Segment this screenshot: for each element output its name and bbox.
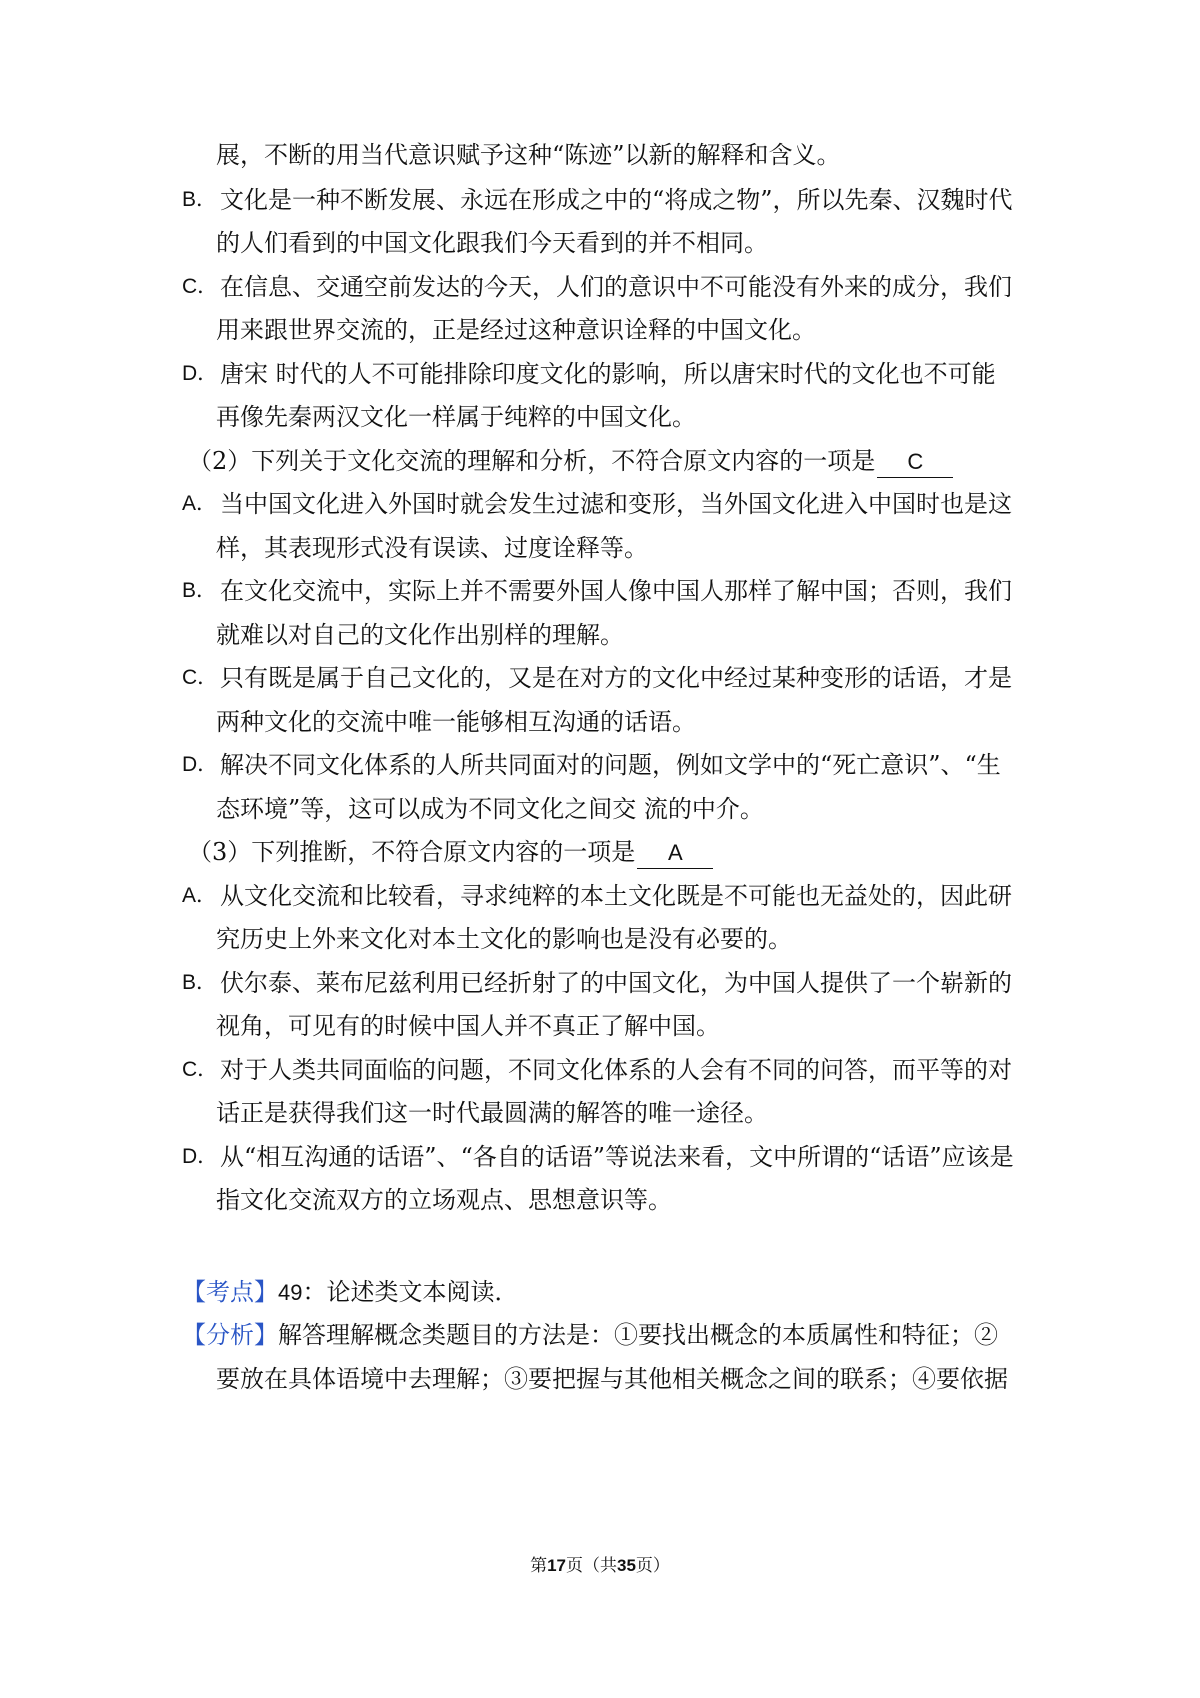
q2-option-d-line2: 态环境”等，这可以成为不同文化之间交 流的中介。	[216, 795, 764, 823]
q2-answer-blank: C	[877, 447, 953, 478]
q3-option-b: B． 伏尔泰、莱布尼兹利用已经折射了的中国文化，为中国人提供了一个崭新的	[182, 969, 1012, 997]
q2-option-c-line2: 两种文化的交流中唯一能够相互沟通的话语。	[216, 708, 696, 736]
q3-option-a-line2: 究历史上外来文化对本土文化的影响也是没有必要的。	[216, 925, 792, 953]
q2-option-d: D． 解决不同文化体系的人所共同面对的问题，例如文学中的“死亡意识”、“生	[182, 751, 1001, 779]
q3-option-d: D． 从“相互沟通的话语”、“各自的话语”等说法来看，文中所谓的“话语”应该是	[182, 1143, 1014, 1171]
q2-stem-text: （2）下列关于文化交流的理解和分析，不符合原文内容的一项是	[188, 447, 876, 475]
q3-option-b-line2: 视角，可见有的时候中国人并不真正了解中国。	[216, 1012, 720, 1040]
q1-option-a-continuation: 展，不断的用当代意识赋予这种“陈迹”以新的解释和含义。	[216, 141, 841, 169]
kaodian-tag: 【考点】	[182, 1278, 278, 1306]
q3-option-c-line2: 话正是获得我们这一时代最圆满的解答的唯一途径。	[216, 1099, 768, 1127]
q3-option-d-line2: 指文化交流双方的立场观点、思想意识等。	[216, 1186, 672, 1214]
fenxi-line2: 要放在具体语境中去理解；③要把握与其他相关概念之间的联系；④要依据	[216, 1365, 1008, 1393]
kaodian-line	[0, 1268, 1200, 1316]
q1-option-b-line2: 的人们看到的中国文化跟我们今天看到的并不相同。	[216, 229, 768, 257]
q3-stem	[0, 828, 1200, 876]
q2-stem	[0, 437, 1200, 485]
q3-option-a: A． 从文化交流和比较看，寻求纯粹的本土文化既是不可能也无益处的，因此研	[182, 882, 1012, 910]
q3-answer-blank: A	[637, 838, 713, 869]
fenxi-text: 解答理解概念类题目的方法是：①要找出概念的本质属性和特征；②	[278, 1321, 998, 1349]
q2-option-c: C． 只有既是属于自己文化的，又是在对方的文化中经过某种变形的话语，才是	[182, 664, 1012, 692]
kaodian-text: ：论述类文本阅读．	[302, 1278, 519, 1306]
q3-stem-text: （3）下列推断，不符合原文内容的一项是	[188, 838, 636, 866]
q2-option-a: A． 当中国文化进入外国时就会发生过滤和变形，当外国文化进入中国时也是这	[182, 490, 1012, 518]
total-page-number: 35	[617, 1556, 636, 1575]
q1-option-d: D． 唐宋 时代的人不可能排除印度文化的影响，所以唐宋时代的文化也不可能	[182, 360, 996, 388]
q2-option-a-line2: 样，其表现形式没有误读、过度诠释等。	[216, 534, 648, 562]
q1-option-c: C． 在信息、交通空前发达的今天，人们的意识中不可能没有外来的成分，我们	[182, 273, 1012, 301]
q1-option-d-line2: 再像先秦两汉文化一样属于纯粹的中国文化。	[216, 403, 696, 431]
q1-option-b: B． 文化是一种不断发展、永远在形成之中的“将成之物”，所以先秦、汉魏时代	[182, 186, 1013, 214]
kaodian-number: 49	[278, 1280, 303, 1305]
q2-option-b: B． 在文化交流中，实际上并不需要外国人像中国人那样了解中国；否则，我们	[182, 577, 1012, 605]
fenxi-line	[0, 1311, 1200, 1359]
fenxi-tag: 【分析】	[182, 1321, 278, 1349]
current-page-number: 17	[547, 1556, 566, 1575]
q1-option-c-line2: 用来跟世界交流的，正是经过这种意识诠释的中国文化。	[216, 316, 816, 344]
page-footer: 第17页（共35页）	[530, 1556, 670, 1576]
q2-option-b-line2: 就难以对自己的文化作出别样的理解。	[216, 621, 624, 649]
q3-option-c: C． 对于人类共同面临的问题，不同文化体系的人会有不同的问答，而平等的对	[182, 1056, 1012, 1084]
